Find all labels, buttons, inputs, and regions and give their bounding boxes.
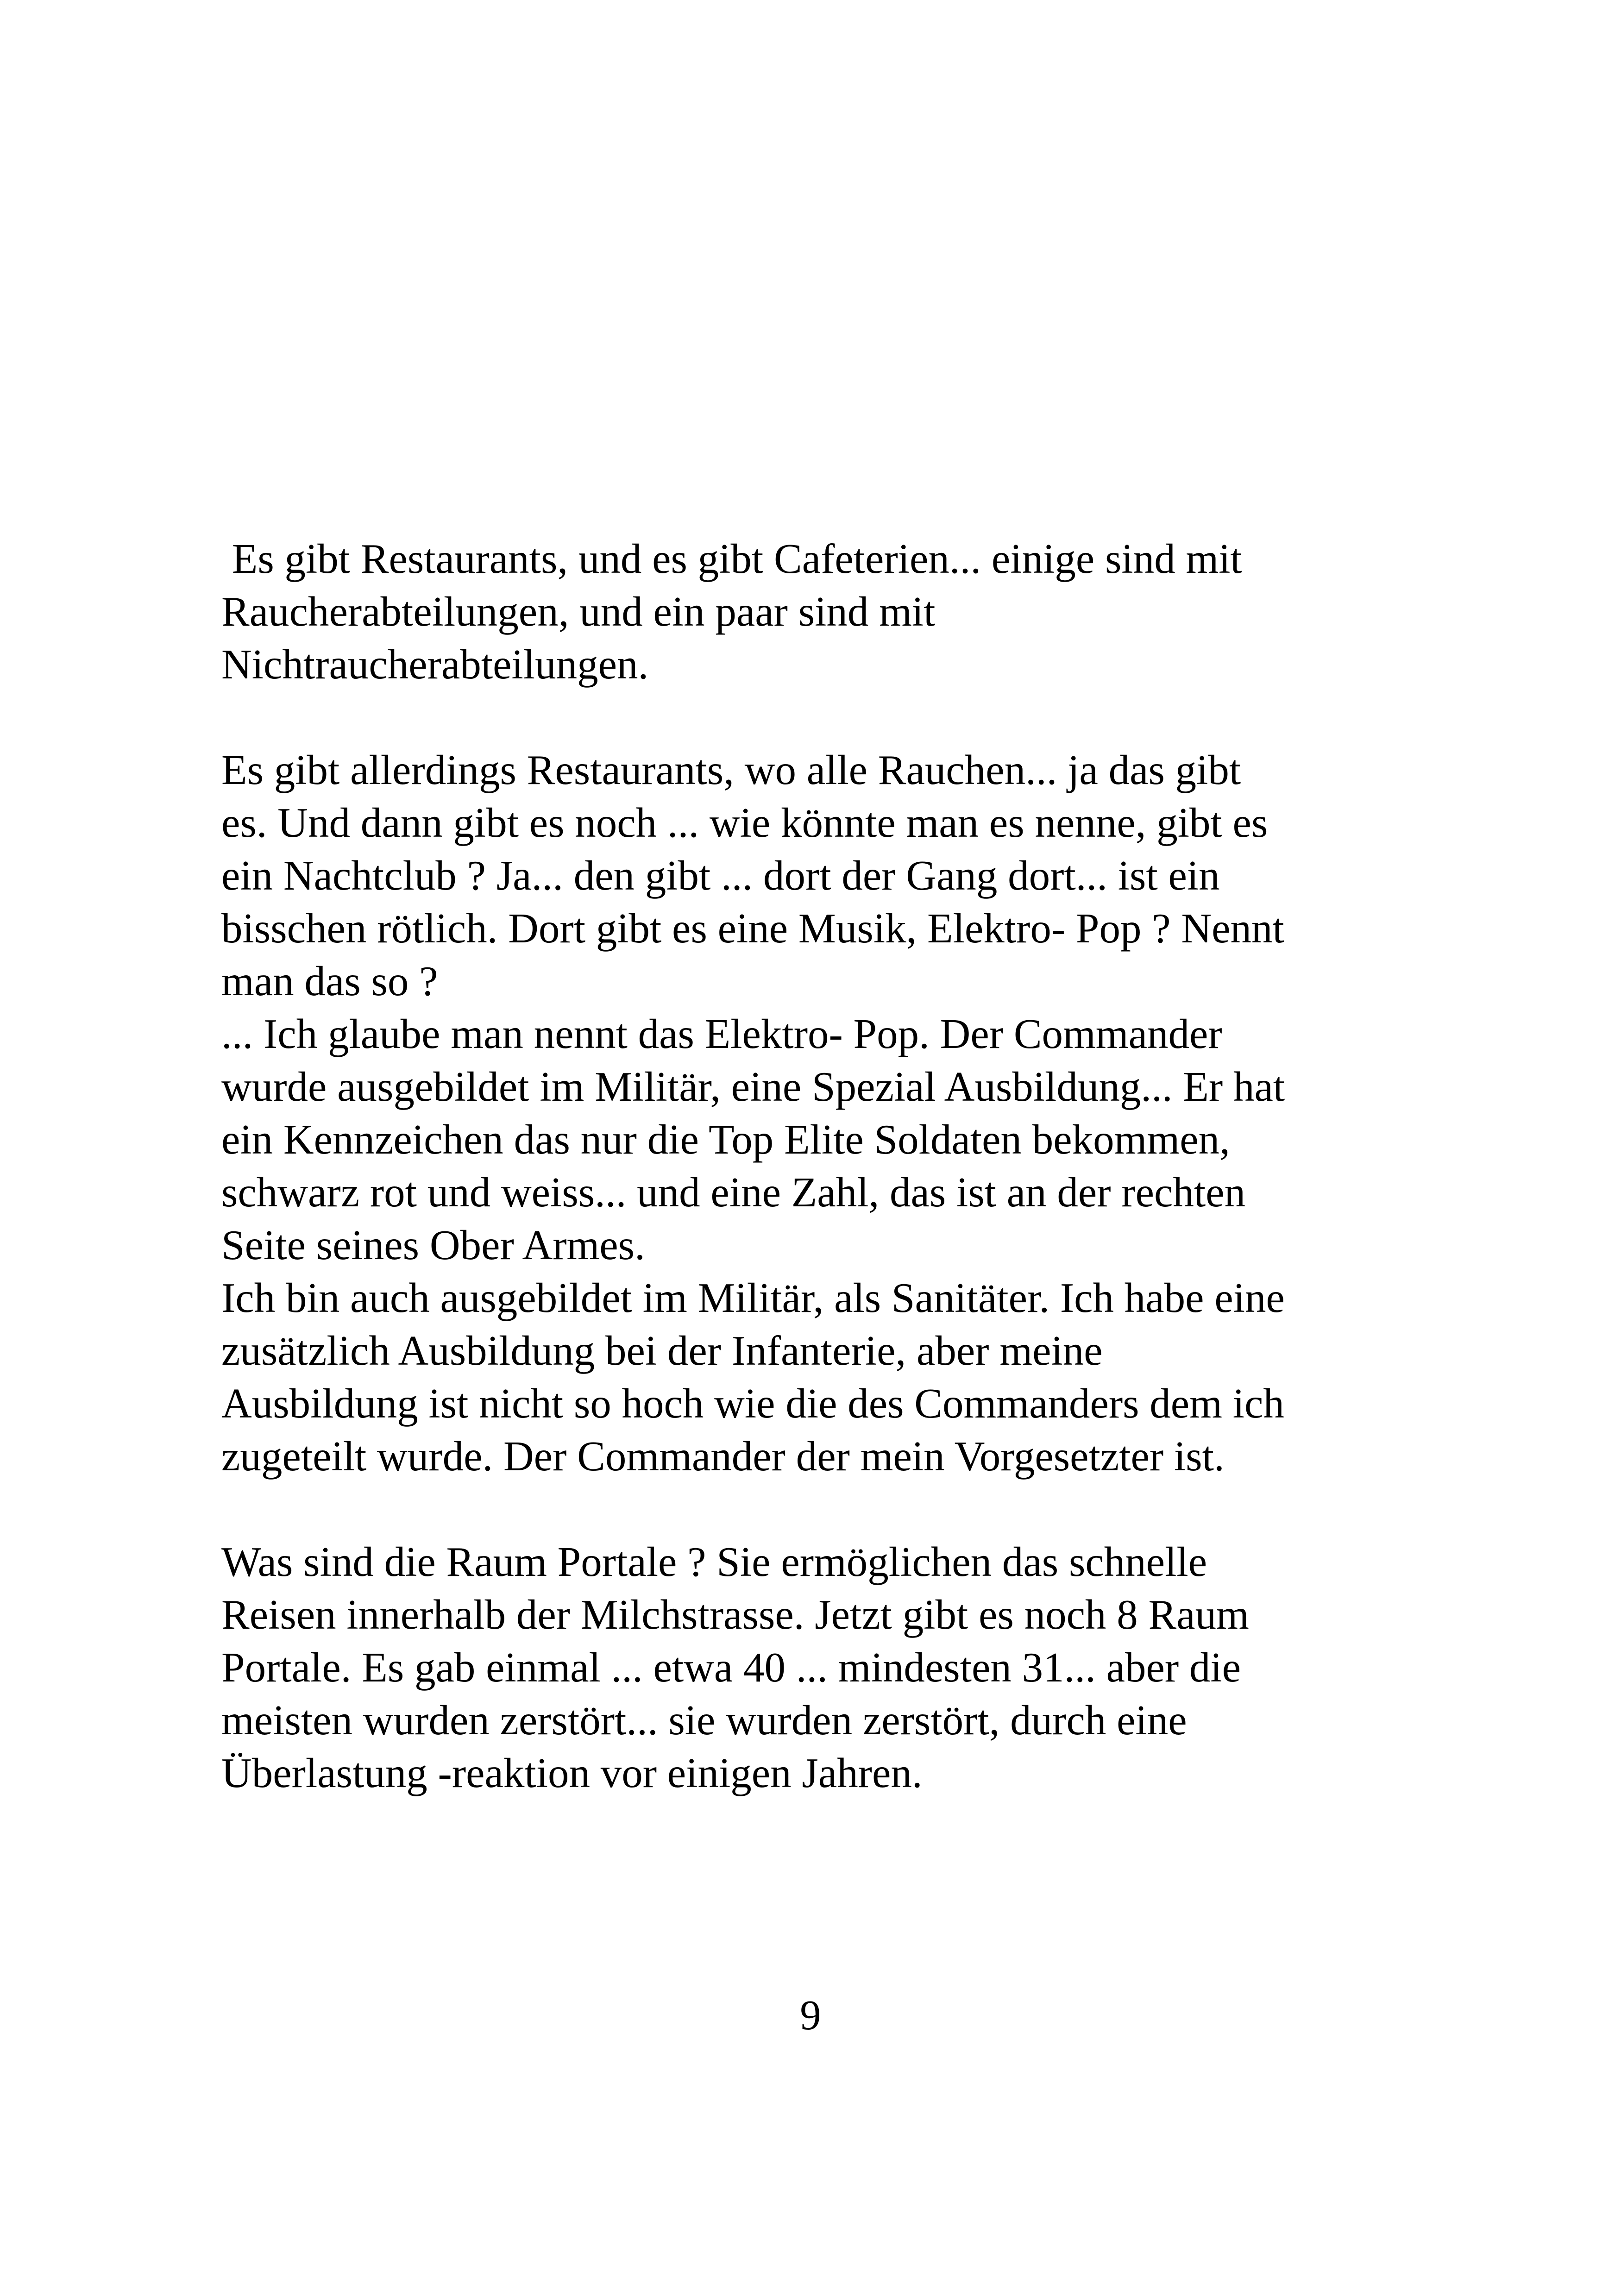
body-text xyxy=(221,533,1435,1800)
text-line: zusätzlich Ausbildung bei der Infanterie, aber meine xyxy=(221,1327,1103,1374)
text-line: Raucherabteilungen, und ein paar sind mit xyxy=(221,588,936,635)
text-line: man das so ? xyxy=(221,958,438,1004)
text-line: Ausbildung ist nicht so hoch wie die des Commanders dem ich xyxy=(221,1380,1284,1427)
text-line: Ich bin auch ausgebildet im Militär, als Sanitäter. Ich habe eine xyxy=(221,1274,1285,1321)
text-line: Nichtraucherabteilungen. xyxy=(221,641,649,688)
text-line: ein Nachtclub ? Ja... den gibt ... dort der Gang dort... ist ein xyxy=(221,852,1220,899)
text-line: Portale. Es gab einmal ... etwa 40 ... mindesten 31... aber die xyxy=(221,1644,1241,1691)
text-line: schwarz rot und weiss... und eine Zahl, das ist an der rechten xyxy=(221,1169,1246,1216)
text-line: ... Ich glaube man nennt das Elektro- Pop. Der Commander xyxy=(221,1010,1222,1057)
text-line: ein Kennzeichen das nur die Top Elite Soldaten bekommen, xyxy=(221,1116,1230,1163)
paragraph-gap xyxy=(221,1483,1435,1536)
text-line: wurde ausgebildet im Militär, eine Spezial Ausbildung... Er hat xyxy=(221,1063,1285,1110)
text-line: Was sind die Raum Portale ? Sie ermöglichen das schnelle xyxy=(221,1538,1207,1585)
paragraph xyxy=(221,744,1435,1483)
text-line: zugeteilt wurde. Der Commander der mein Vorgesetzter ist. xyxy=(221,1433,1225,1480)
text-line: Reisen innerhalb der Milchstrasse. Jetzt gibt es noch 8 Raum xyxy=(221,1591,1249,1638)
text-line: Seite seines Ober Armes. xyxy=(221,1222,645,1268)
paragraph xyxy=(221,1536,1435,1800)
text-line: bisschen rötlich. Dort gibt es eine Musik, Elektro- Pop ? Nennt xyxy=(221,905,1284,952)
paragraph-gap xyxy=(221,691,1435,744)
paragraph xyxy=(221,533,1435,691)
text-line: Es gibt allerdings Restaurants, wo alle Rauchen... ja das gibt xyxy=(221,747,1241,793)
text-line: meisten wurden zerstört... sie wurden zerstört, durch eine xyxy=(221,1697,1187,1744)
page-number: 9 xyxy=(800,1992,821,2039)
text-line: es. Und dann gibt es noch ... wie könnte man es nenne, gibt es xyxy=(221,799,1268,846)
text-line: Es gibt Restaurants, und es gibt Cafeterien... einige sind mit xyxy=(221,535,1242,582)
text-line: Überlastung -reaktion vor einigen Jahren. xyxy=(221,1750,923,1796)
